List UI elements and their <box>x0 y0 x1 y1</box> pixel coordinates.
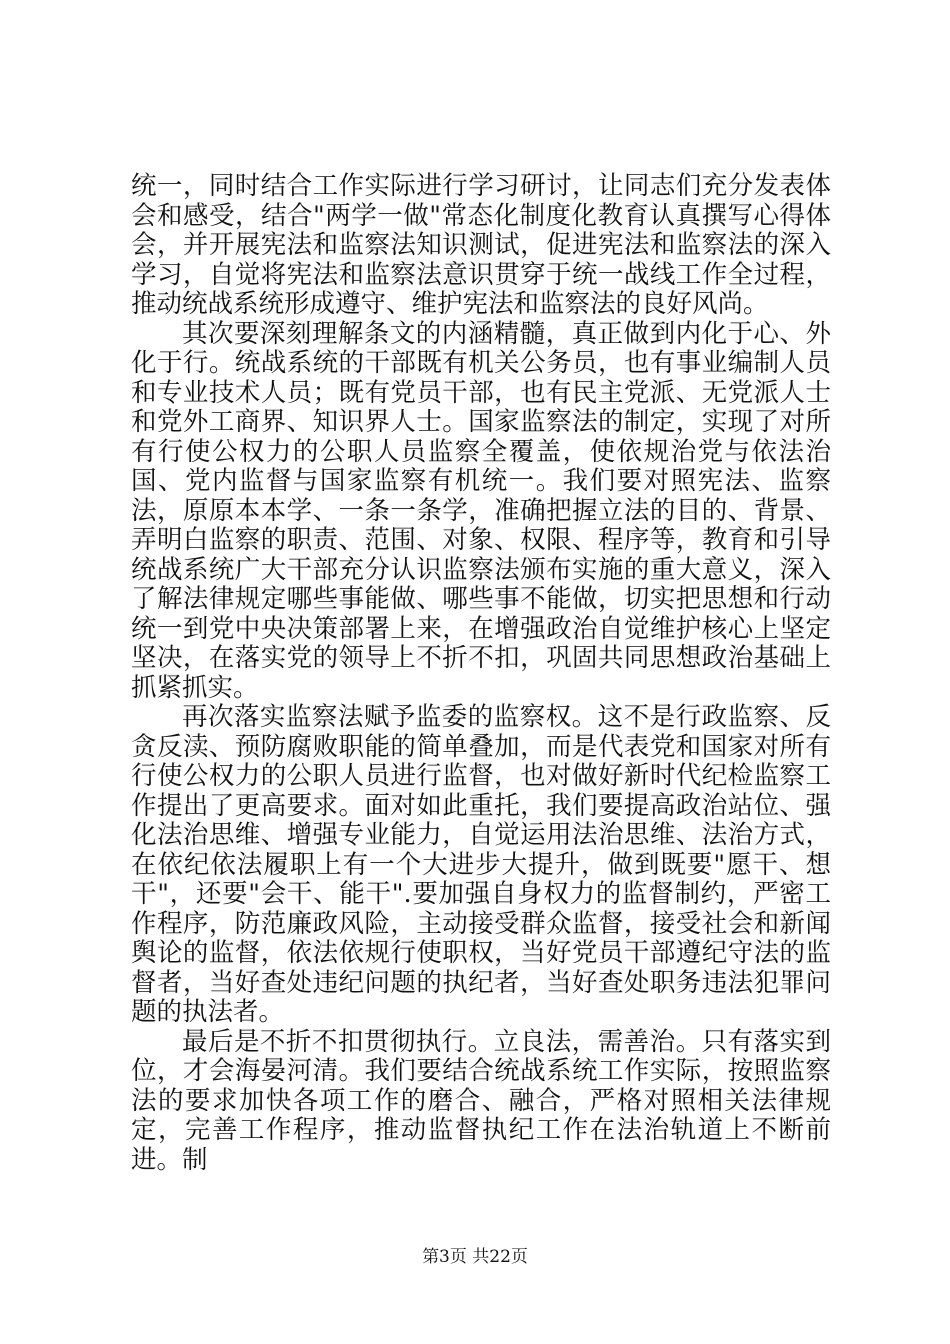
paragraph-third: 再次落实监察法赋予监委的监察权。这不是行政监察、反贪反渎、预防腐败职能的简单叠加，而是代表党和国家对所有行使公权力的公职人员进行监督，也对做好新时代纪检监察工作提出了更高要求。面对如此重托，我们要提高政治站位、强化法治思维、增强专业能力，自觉运用法治思维、法治方式，在依纪依法履职上有一个大进步大提升，做到既要"愿干、想干"，还要"会干、能干".要加强自身权力的监督制约，严密工作程序，防范廉政风险，主动接受群众监督，接受社会和新闻舆论的监督，依法依规行使职权，当好党员干部遵纪守法的监督者，当好查处违纪问题的执纪者，当好查处职务违法犯罪问题的执法者。 <box>131 702 831 1027</box>
paragraph-fourth: 最后是不折不扣贯彻执行。立良法，需善治。只有落实到位，才会海晏河清。我们要结合统战系统工作实际，按照监察法的要求加快各项工作的磨合、融合，严格对照相关法律规定，完善工作程序，推动监督执纪工作在法治轨道上不断前进。制 <box>131 1026 831 1175</box>
paragraph-continuation: 统一，同时结合工作实际进行学习研讨，让同志们充分发表体会和感受，结合"两学一做"常态化制度化教育认真撰写心得体会，并开展宪法和监察法知识测试，促进宪法和监察法的深入学习，自觉将宪法和监察法意识贯穿于统一战线工作全过程，推动统战系统形成遵守、维护宪法和监察法的良好风尚。 <box>131 171 831 319</box>
page-number-footer: 第3页 共22页 <box>422 1247 528 1267</box>
paragraph-second: 其次要深刻理解条文的内涵精髓，真正做到内化于心、外化于行。统战系统的干部既有机关公务员，也有事业编制人员和专业技术人员；既有党员干部，也有民主党派、无党派人士和党外工商界、知识界人士。国家监察法的制定，实现了对所有行使公权力的公职人员监察全覆盖，使依规治党与依法治国、党内监督与国家监察有机统一。我们要对照宪法、监察法，原原本本学、一条一条学，准确把握立法的目的、背景、弄明白监察的职责、范围、对象、权限、程序等，教育和引导统战系统广大干部充分认识监察法颁布实施的重大意义，深入了解法律规定哪些事能做、哪些事不能做，切实把思想和行动统一到党中央决策部署上来，在增强政治自觉维护核心上坚定坚决，在落实党的领导上不折不扣，巩固共同思想政治基础上抓紧抓实。 <box>131 318 831 703</box>
document-body <box>131 172 831 1175</box>
